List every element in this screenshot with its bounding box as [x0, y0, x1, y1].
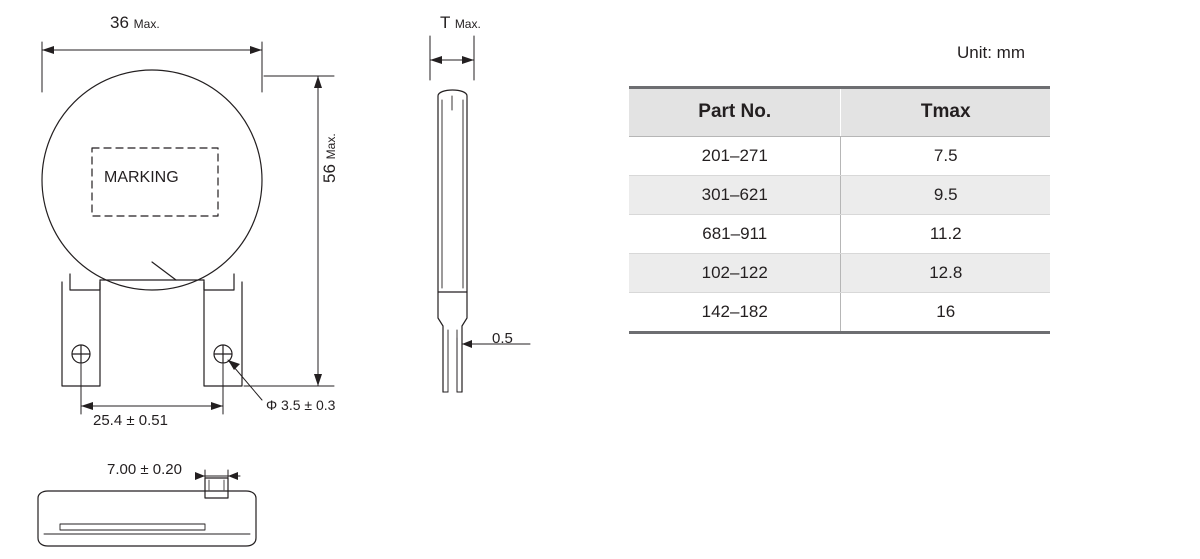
cell-part-no: 142–182 — [629, 293, 841, 333]
coating-notch — [152, 262, 176, 280]
cell-part-no: 681–911 — [629, 215, 841, 254]
bottom-tab-outline — [205, 478, 228, 498]
height-arrow-bottom — [314, 374, 322, 386]
side-view-group — [430, 36, 530, 392]
width-dimension-label: 36 Max. — [110, 13, 160, 32]
hole-dia-arrow — [228, 360, 240, 370]
table-row — [629, 293, 1050, 333]
body-right-shoulder — [204, 274, 234, 290]
lead-thickness-label: 0.5 — [492, 330, 513, 347]
cell-tmax: 9.5 — [841, 176, 1050, 215]
marking-label: MARKING — [104, 169, 179, 186]
cell-tmax: 16 — [841, 293, 1050, 333]
side-right-lead — [462, 292, 467, 392]
bottom-terminal-strip — [60, 524, 205, 530]
lead-spacing-label: 25.4 ± 0.51 — [93, 412, 168, 429]
thickness-dimension-label: T Max. — [440, 13, 481, 32]
cell-part-no: 102–122 — [629, 254, 841, 293]
table-row — [629, 215, 1050, 254]
thickness-arrow-left — [430, 56, 442, 64]
front-view-group — [42, 42, 334, 414]
side-left-lead — [438, 292, 443, 392]
bottom-view-group — [38, 470, 256, 546]
width-arrow-right — [250, 46, 262, 54]
cell-tmax: 7.5 — [841, 137, 1050, 176]
body-left-shoulder — [70, 274, 100, 290]
spec-table-wrapper — [629, 86, 1050, 334]
body-thickness-arrow-left — [195, 472, 205, 480]
table-row — [629, 254, 1050, 293]
column-header-tmax: Tmax — [841, 88, 1050, 137]
spacing-arrow-left — [81, 402, 93, 410]
spacing-arrow-right — [211, 402, 223, 410]
table-header-row — [629, 88, 1050, 137]
table-row — [629, 176, 1050, 215]
unit-note: Unit: mm — [957, 43, 1025, 62]
thickness-arrow-right — [462, 56, 474, 64]
lead-thickness-arrow — [462, 340, 472, 348]
body-thickness-label: 7.00 ± 0.20 — [107, 461, 182, 478]
spec-table — [629, 86, 1050, 334]
cell-part-no: 201–271 — [629, 137, 841, 176]
lead-hole-diameter-label: Φ 3.5 ± 0.3 — [266, 397, 336, 413]
body-thickness-arrow-right — [228, 472, 238, 480]
cell-tmax: 11.2 — [841, 215, 1050, 254]
height-arrow-top — [314, 76, 322, 88]
cell-part-no: 301–621 — [629, 176, 841, 215]
table-row — [629, 137, 1050, 176]
bottom-body-outline — [38, 491, 256, 546]
width-arrow-left — [42, 46, 54, 54]
cell-tmax: 12.8 — [841, 254, 1050, 293]
height-dimension-label: 56 Max. — [320, 133, 339, 183]
column-header-part-no: Part No. — [629, 88, 841, 137]
